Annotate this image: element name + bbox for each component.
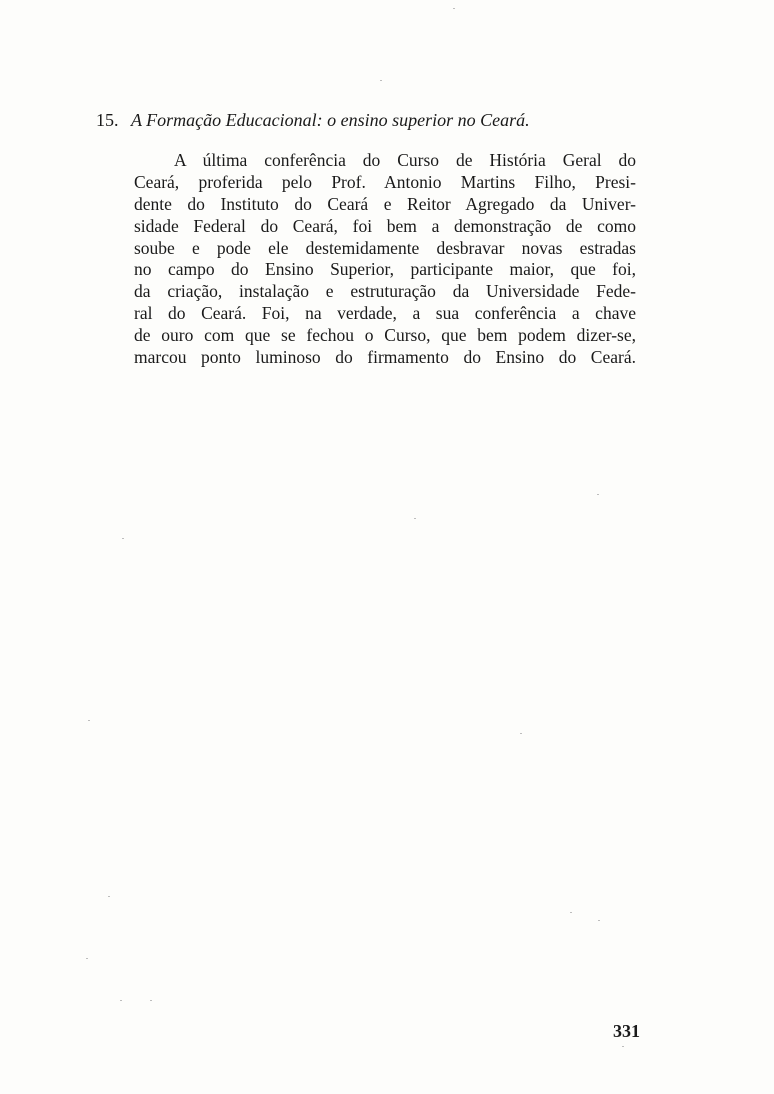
scan-speck xyxy=(520,733,522,734)
body-paragraph xyxy=(134,150,636,369)
paragraph-line: no campo do Ensino Superior, participante maior, que foi, xyxy=(134,259,636,280)
paragraph-line: ral do Ceará. Foi, na verdade, a sua conferência a chave xyxy=(134,303,636,324)
paragraph-line: de ouro com que se fechou o Curso, que bem podem dizer-se, xyxy=(134,325,636,346)
scan-speck xyxy=(570,912,572,913)
scan-speck xyxy=(88,720,90,721)
paragraph-line: dente do Instituto do Ceará e Reitor Agregado da Univer- xyxy=(134,193,636,214)
scan-speck xyxy=(453,8,455,9)
scan-speck xyxy=(150,1000,152,1001)
paragraph-line: marcou ponto luminoso do firmamento do Ensino do Ceará. xyxy=(134,347,636,368)
paragraph-line: da criação, instalação e estruturação da Universidade Fede- xyxy=(134,281,636,302)
scan-speck xyxy=(380,80,382,81)
scan-speck xyxy=(414,518,416,519)
scan-speck xyxy=(622,1046,624,1047)
scan-speck xyxy=(598,920,600,921)
scan-speck xyxy=(120,1000,122,1001)
paragraph-line: soube e pode ele destemidamente desbravar novas estradas xyxy=(134,237,636,258)
section-number: 15. xyxy=(96,110,119,130)
section-title: A Formação Educacional: o ensino superior no Ceará. xyxy=(131,110,530,130)
section-heading xyxy=(96,108,656,132)
scan-speck xyxy=(108,896,110,897)
paragraph-line: A última conferência do Curso de História Geral do xyxy=(174,150,636,170)
scan-speck xyxy=(122,538,124,539)
paragraph-line: sidade Federal do Ceará, foi bem a demonstração de como xyxy=(134,215,636,236)
page-number: 331 xyxy=(613,1021,640,1041)
scan-speck xyxy=(86,958,88,959)
scan-speck xyxy=(597,494,599,495)
paragraph-line: Ceará, proferida pelo Prof. Antonio Martins Filho, Presi- xyxy=(134,171,636,192)
